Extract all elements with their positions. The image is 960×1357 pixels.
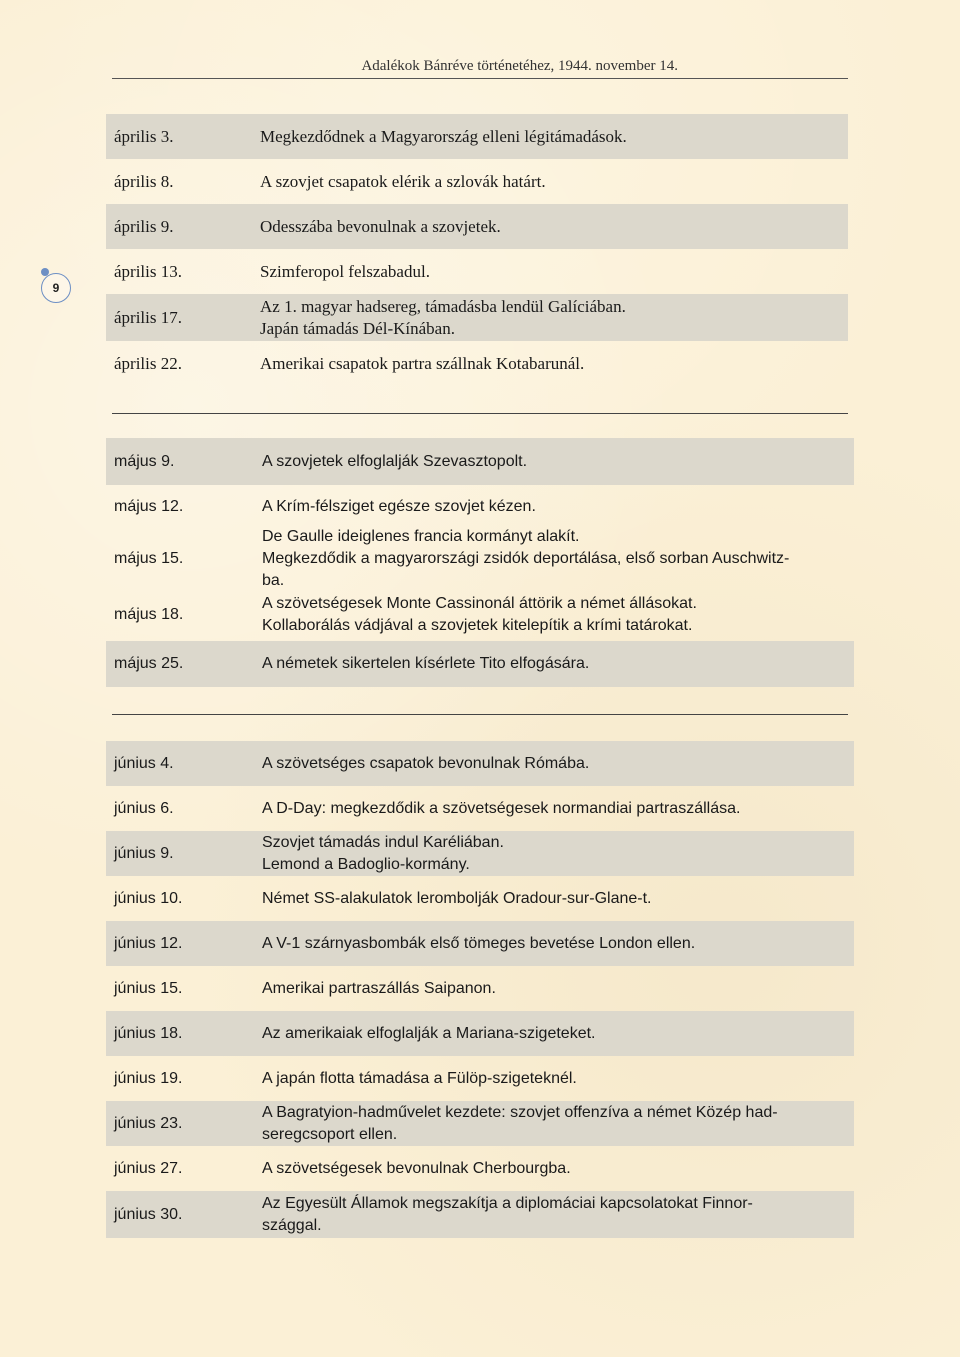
event-line: Kollaborálás vádjával a szovjetek kitelepítik a krími tatárokat.	[262, 617, 693, 634]
timeline-row	[106, 641, 854, 687]
event-line: A szovjetek elfoglalják Szevasztopolt.	[262, 452, 528, 470]
event-date: június 4.	[114, 754, 174, 772]
event-line: Amerikai partraszállás Saipanon.	[262, 979, 496, 997]
timeline-row	[106, 831, 854, 876]
event-line: A németek sikertelen kísérlete Tito elfogására.	[262, 655, 590, 672]
event-line: A szövetséges csapatok bevonulnak Rómába.	[262, 754, 590, 772]
event-line: Szovjet támadás indul Karéliában.	[262, 833, 504, 851]
event-line: A V-1 szárnyasbombák első tömeges bevetése London ellen.	[262, 934, 696, 952]
event-description	[262, 589, 846, 641]
event-date: június 18.	[114, 1024, 183, 1042]
event-description	[260, 114, 840, 159]
event-description	[262, 1101, 846, 1146]
page-number: 9	[41, 273, 71, 303]
timeline-row	[106, 159, 848, 204]
event-date: június 19.	[114, 1069, 183, 1087]
timeline-row	[106, 485, 854, 529]
section-divider-2	[112, 714, 848, 715]
timeline-row	[106, 589, 854, 641]
event-line: De Gaulle ideiglenes francia kormányt alakít.	[262, 528, 580, 545]
event-line: Megkezdődnek a Magyarország elleni légitámadások.	[260, 126, 627, 146]
section-divider-1	[112, 413, 848, 414]
timeline-row	[106, 438, 854, 485]
timeline-row	[106, 114, 848, 159]
event-date: május 9.	[114, 452, 175, 470]
timeline-row	[106, 921, 854, 966]
event-date: április 8.	[114, 171, 174, 191]
event-date: április 22.	[114, 353, 182, 373]
event-date: május 18.	[114, 606, 184, 623]
timeline-row	[106, 341, 848, 386]
timeline-row	[106, 966, 854, 1011]
event-line: A szövetségesek bevonulnak Cherbourgba.	[262, 1159, 571, 1177]
timeline-row	[106, 1191, 854, 1238]
event-line: A Bagratyion-hadművelet kezdete: szovjet offenzíva a német Közép had-	[262, 1103, 778, 1121]
event-description	[262, 831, 846, 876]
event-description	[262, 1056, 846, 1101]
event-description	[262, 741, 846, 786]
event-date: június 27.	[114, 1159, 183, 1177]
event-line: Odesszába bevonulnak a szovjetek.	[260, 216, 501, 236]
event-description	[260, 294, 840, 341]
event-description	[262, 786, 846, 831]
timeline-row	[106, 786, 854, 831]
event-line: Szimferopol felszabadul.	[260, 261, 430, 281]
event-description	[262, 485, 846, 529]
event-date: június 10.	[114, 889, 183, 907]
timeline-row	[106, 204, 848, 249]
event-line: seregcsoport ellen.	[262, 1125, 398, 1143]
timeline-row	[106, 1056, 854, 1101]
event-line: Az Egyesült Államok megszakítja a diplomáciai kapcsolatokat Finnor-	[262, 1194, 753, 1212]
event-date: április 3.	[114, 126, 174, 146]
event-date: június 6.	[114, 799, 174, 817]
event-description	[260, 249, 840, 294]
event-line: Amerikai csapatok partra szállnak Kotabarunál.	[260, 353, 585, 373]
event-line: Megkezdődik a magyarországi zsidók deportálása, első sorban Auschwitz-	[262, 550, 790, 567]
event-line: Az 1. magyar hadsereg, támadásba lendül Galíciában.	[260, 296, 626, 316]
timeline-row	[106, 1101, 854, 1146]
event-date: június 12.	[114, 934, 183, 952]
event-description	[262, 921, 846, 966]
event-date: április 9.	[114, 216, 174, 236]
event-line: A D-Day: megkezdődik a szövetségesek normandiai partraszállása.	[262, 799, 741, 817]
event-description	[260, 341, 840, 386]
timeline-row	[106, 1146, 854, 1191]
timeline-row	[106, 529, 854, 589]
event-line: A Krím-félsziget egésze szovjet kézen.	[262, 498, 536, 515]
event-line: A szövetségesek Monte Cassinonál áttörik a német állásokat.	[262, 595, 697, 612]
event-description	[262, 876, 846, 921]
timeline-row	[106, 876, 854, 921]
event-date: június 23.	[114, 1114, 183, 1132]
header-rule	[112, 78, 848, 79]
event-date: június 30.	[114, 1205, 183, 1223]
timeline-row	[106, 741, 854, 786]
event-date: április 17.	[114, 307, 182, 327]
event-date: május 25.	[114, 655, 184, 672]
timeline-row	[106, 249, 848, 294]
timeline-row	[106, 294, 848, 341]
event-line: szággal.	[262, 1216, 322, 1234]
event-description	[262, 438, 846, 485]
event-line: Lemond a Badoglio-kormány.	[262, 855, 470, 873]
event-date: június 15.	[114, 979, 183, 997]
event-date: május 15.	[114, 550, 184, 567]
event-line: ba.	[262, 572, 285, 589]
event-description	[262, 1011, 846, 1056]
event-description	[262, 966, 846, 1011]
timeline-row	[106, 1011, 854, 1056]
event-date: május 12.	[114, 498, 184, 515]
event-description	[262, 529, 846, 589]
page-header: Adalékok Bánréve történetéhez, 1944. november 14.	[361, 58, 678, 74]
event-line: Az amerikaiak elfoglalják a Mariana-szigeteket.	[262, 1024, 596, 1042]
may-events-section	[106, 438, 854, 687]
event-description	[260, 159, 840, 204]
event-description	[262, 641, 846, 687]
event-date: június 9.	[114, 844, 174, 862]
event-description	[262, 1191, 846, 1238]
event-date: április 13.	[114, 261, 182, 281]
june-events-section	[106, 741, 854, 1238]
event-line: A japán flotta támadása a Fülöp-szigeteknél.	[262, 1069, 577, 1087]
event-line: A szovjet csapatok elérik a szlovák határt.	[260, 171, 546, 191]
event-line: Japán támadás Dél-Kínában.	[260, 318, 455, 338]
event-description	[262, 1146, 846, 1191]
event-line: Német SS-alakulatok lerombolják Oradour-sur-Glane-t.	[262, 889, 652, 907]
event-description	[260, 204, 840, 249]
april-events-section	[106, 114, 848, 386]
